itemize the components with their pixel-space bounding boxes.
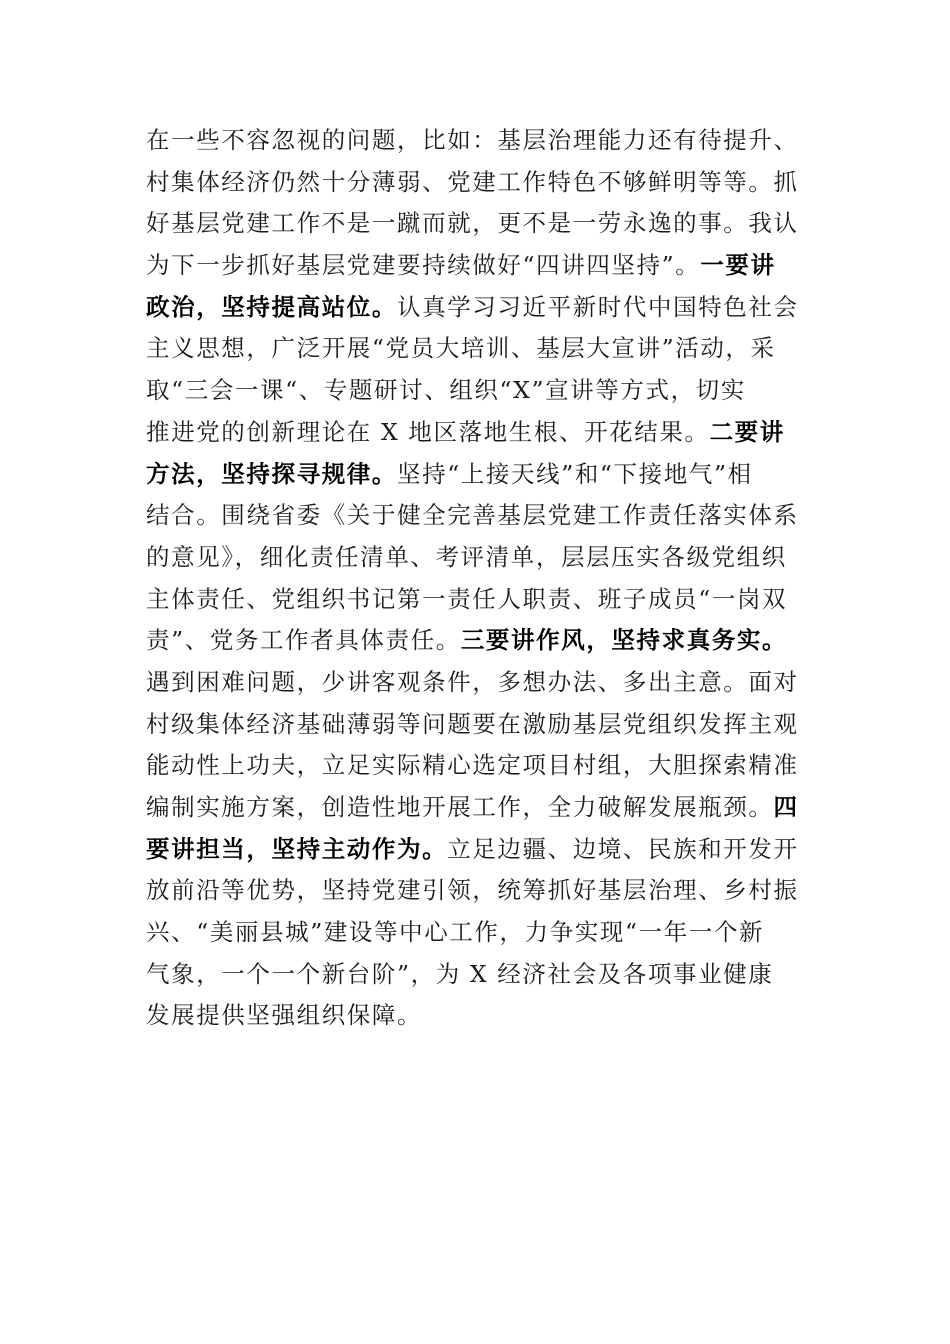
text-line	[146, 620, 806, 662]
text-line	[146, 370, 806, 412]
text-segment: 放前沿等优势，坚持党建引领，统筹抓好基层治理、乡村振	[146, 876, 799, 905]
text-line	[146, 579, 806, 621]
text-line	[146, 162, 806, 204]
text-segment: 气象，一个一个新台阶”，为 X 经济社会及各项事业健康	[146, 959, 774, 988]
text-line	[146, 704, 806, 746]
text-line	[146, 120, 806, 162]
text-line	[146, 328, 806, 370]
text-line	[146, 870, 806, 912]
text-line	[146, 662, 806, 704]
bold-heading-segment: 一要讲	[700, 251, 776, 280]
text-line	[146, 287, 806, 329]
text-segment: 结合。围绕省委《关于健全完善基层党建工作责任落实体系	[146, 501, 799, 530]
bold-heading-segment: 三要讲作风，坚持求真务实。	[460, 626, 788, 655]
text-line	[146, 954, 806, 996]
text-line	[146, 245, 806, 287]
text-segment: 推进党的创新理论在 X 地区落地生根、开花结果。	[146, 417, 710, 446]
text-line	[146, 495, 806, 537]
text-segment: 村级集体经济基础薄弱等问题要在激励基层党组织发挥主观	[146, 709, 799, 738]
text-segment: 能动性上功夫，立足实际精心选定项目村组，大胆探索精准	[146, 751, 799, 780]
text-segment: 认真学习习近平新时代中国特色社会	[397, 292, 799, 321]
text-segment: 好基层党建工作不是一蹴而就，更不是一劳永逸的事。我认	[146, 209, 799, 238]
text-line	[146, 454, 806, 496]
text-segment: 主义思想，广泛开展“党员大培训、基层大宣讲”活动，采	[146, 334, 776, 363]
text-segment: 发展提供坚强组织保障。	[146, 1001, 423, 1030]
body-paragraph	[146, 120, 806, 1037]
bold-heading-segment: 方法，坚持探寻规律。	[146, 459, 397, 488]
text-segment: 责”、党务工作者具体责任。	[146, 626, 461, 655]
text-segment: 的意见》，细化责任清单、考评清单，层层压实各级党组织	[146, 542, 787, 571]
text-line	[146, 745, 806, 787]
text-line	[146, 537, 806, 579]
text-segment: 取“三会一课“、专题研讨、组织“X”宣讲等方式，切实	[146, 376, 746, 405]
text-segment: 村集体经济仍然十分薄弱、党建工作特色不够鲜明等等。抓	[146, 167, 799, 196]
text-line	[146, 203, 806, 245]
text-segment: 坚持“上接天线”和“下接地气”相	[397, 459, 753, 488]
text-line	[146, 829, 806, 871]
bold-heading-segment: 政治，坚持提高站位。	[146, 292, 397, 321]
text-segment: 主体责任、党组织书记第一责任人职责、班子成员“一岗双	[146, 584, 788, 613]
bold-heading-segment: 四	[773, 793, 799, 821]
bold-heading-segment: 二要讲	[709, 417, 785, 446]
text-segment: 编制实施方案，创造性地开展工作，全力破解发展瓶颈。	[146, 793, 774, 821]
bold-heading-segment: 要讲担当，坚持主动作为。	[146, 834, 448, 863]
text-segment: 遇到困难问题，少讲客观条件，多想办法、多出主意。面对	[146, 667, 799, 696]
text-line	[146, 912, 806, 954]
text-segment: 为下一步抓好基层党建要持续做好“四讲四坚持”。	[146, 251, 701, 280]
text-segment: 在一些不容忽视的问题，比如：基层治理能力还有待提升、	[146, 126, 799, 154]
text-line	[146, 995, 806, 1037]
text-line	[146, 412, 806, 454]
text-segment: 兴、“美丽县城”建设等中心工作，力争实现“一年一个新	[146, 918, 765, 947]
text-segment: 立足边疆、边境、民族和开发开	[447, 834, 799, 863]
text-line	[146, 787, 806, 829]
